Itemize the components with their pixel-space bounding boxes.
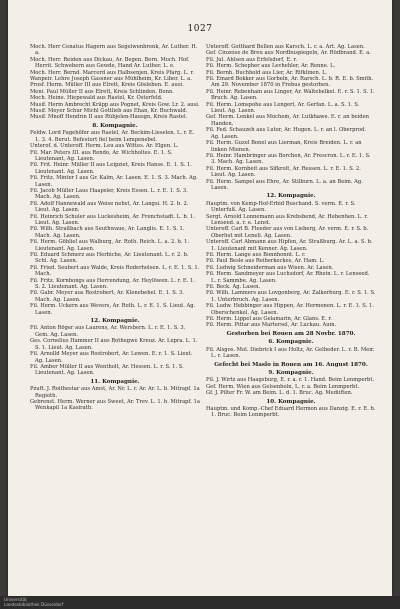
list-entry: Ges. Cornelius Hammer II aus Rothegwe Kreuz. Ar. Lepra. L. 1. S. 1. Lieut. Ag. Lasen. (30, 338, 198, 351)
logo-line-1: Universität (4, 597, 27, 602)
list-entry: Fil. Eduard Schmerz aus Herbiche, Ar. Lieutenant. L. r. 2. b. Schl. Ag. Lasen. (30, 252, 189, 265)
list-entry: Fil. Arnolld Meyer aus Rostrobert, Ar. Lewen. E. r. 1. S. Lieut. Ag. Lasen. (30, 351, 193, 364)
list-entry: Fil. Herm. Pittar aus Martersel, Ar. Luckau. Aum. (206, 322, 337, 329)
list-entry: Fil. Mar. Peters III. aus Rendo, Ar. Wichholtes. E. 1. S. Lieutenant, Ag. Lasen. (30, 149, 173, 162)
list-entry: Unterof. d. Unteroff. Herm. Leu aus Wittes. Ar. Elgen. L. (30, 143, 179, 150)
section-heading: Gefecht bei Maslo in Rouen am 16. August 1870. (214, 361, 368, 368)
list-entry: Fil. Herm. Göbliel aus Walburg, Ar. Roth. Reich. L. a. 2. b. 1. Lieutenant. Ag. Lasen. (30, 239, 190, 252)
list-entry: Prosf. Herm. Müller III aus Elrett, Kreis Gösleben. E. ausi. (30, 82, 184, 89)
list-entry: Gef. Herm. Wien aus Gelsenholn, L. r. a. Beim Lenmperbt. (206, 383, 360, 390)
logo-line-2: Landesbibliothek Düsseldorf (4, 601, 64, 607)
list-entry: Fil. Herm. Kornbeit aus Sifkrolt, Ar. Ressen. L. r. E. 1. S. 2. Lieut. Ag. Lasen. (206, 165, 361, 179)
list-entry: Fil. Wilh. Straßbach aus Seuthwaue, Ar. Langlis. E. 1. S. 1. Mach. Ag. Lasen. (30, 226, 185, 239)
list-entry: Unteroff. Carl B. Fleeder aus von Lieberg, Ar. verm. E. r. S. b. Oberliet mit Leneli. Ag. Lasen. (206, 226, 369, 239)
list-entry: Fil. Ludw. Hebbinger aus Hippen, Ar. Hermonen. L. r. E. 1. S. 1. Oberschenkel. Ag. Lasen. (206, 303, 374, 316)
list-entry: Fil. Heinrich Schuler aus Luckesheim, Ar. Frenchstadt. L. b. 1. Lieut. Ag. Lasen. (30, 213, 195, 226)
right-column (206, 44, 376, 419)
list-entry: Fil. Herm. Sandmeyer aus Luchsdorf, Ar. Rhein. L. r. Lenseed. L. r. Sammbe. Ag. Lasen. (206, 271, 370, 284)
list-entry: Fil. Herm. Lippel aus Gelamarin, Ar. Glans. E. r. (206, 316, 332, 323)
list-entry: Fil. Gabr. Meyer aus Rostrobert, Ar. Klenebehel. E. 1. S. 3. Mach. Ag. Lasen. (30, 290, 184, 303)
list-entry: Moch. Heine. Hiepewald aus Rastel, Kr. Osterfeld. (30, 95, 163, 102)
section-heading: 8. Kompagnie. (92, 122, 138, 129)
list-entry: Feldw. Lord Fagehöfer aus Rastel, Ar. Beckim-Lieselen. L. r. E. 1. 3. 4. Berut. Befestort fiel beim Lempenebel. (30, 130, 195, 143)
list-entry: Fil. Frit. Heinr. Müller II aus Leipziet, Kreis Hanse. E. 1. S. 1. Lieutenant. Ag. Lasen. (30, 162, 192, 175)
list-entry: Moch. Herr. Reiden aus Dickau, Ar. Begen. Bern. Moch. Hof. Herrit. Schwebern aus Gewde, Hand Ar. Luther. L. e. (30, 56, 190, 70)
library-logo (4, 598, 63, 607)
section-heading: 11. Kompagnie. (90, 378, 140, 385)
list-entry: Fil. Alsgos. Mol. Diebrick I aus Holtz, Ar. Gelbeder. L. r. B. Meir. L. r. Lasen. (206, 346, 375, 360)
list-entry: Fil. Beck. Ag. Lasen. (206, 284, 261, 291)
section-heading: 9. Kompagnie. (268, 369, 314, 376)
list-entry: Musif. Mnoff Hendrin II aus Rübjelen-Hausgn, Kreis Rastel. (30, 114, 188, 121)
list-entry: Fil. Emard Bokker aus Gorbeln, Ar. Rarsch. L. b. R. E. b. Smith. Am 29. November 1870 in Frebus gestorben. (206, 76, 374, 89)
list-entry: Fil. J. Wirtz aus Haagsburg, E. r. a. r. 1. Hand. Beim Lenmperbt. (206, 377, 375, 384)
list-entry: Fil. Ludwig Schneiderman aus Wisen. Ar. Lasen. (206, 264, 334, 271)
list-entry: Fil. Amber Müller II aus Wentholt, Ar. Hessen. L. r. S. 1. S. Lieutenant. Ag. Lasen. (30, 363, 184, 377)
section-heading: 6. Kompagnie. (268, 339, 314, 346)
left-column (30, 44, 200, 412)
list-entry: Unteroff. Carl Abmann aus Hipfen, Ar. Straßburg. Ar. L. a. S. b. 1. Lieutenant mit Kenner. Ag. Lasen. (206, 239, 373, 252)
list-entry: Moch. Herr Cenatus Hagern aus Segelwenbrenk, Ar. Luther. H. a. (30, 44, 198, 57)
section-heading: 12. Kompagnie. (90, 318, 140, 325)
list-entry: Gef. Herm. Lenkel aus Mochem, Ar. Lutkhawe. E. r. an beiden Handen. (206, 114, 369, 127)
list-entry: Fil. Herm. Sampel aus Ehre, Ar. Stilburn. L. a. an Beim. Ag. Lasen. (206, 178, 363, 191)
document-page (8, 0, 392, 596)
list-entry: Fil. Jul. Ahlsen aus Erfelsdorf, E. r. (206, 56, 297, 63)
list-entry: Wanpeir. Lehre Joseph Gassner aus Mühlheim, Kr. Liber. L. a. (30, 76, 192, 83)
list-entry: Fil. Herm. Schepher aus Levhehler, Ar. Renne. L. (206, 63, 336, 70)
list-entry: Fil. Heinr. Hambringer aus Borchen, Ar. Frescron. L. r. E. 1. S. 3. Mach. Ag. Lasen. (206, 152, 371, 166)
list-entry: Gebrenst. Herm. Werner aus Sweet, Ar. Trev. L. 1. b. Mitrapf. 1a Wenkapil 1a Kasirath. (30, 398, 200, 412)
list-entry: Pzuft. J. Roithestar aus Amst, Ar. Nr. L. r. Ar. Ar. L. b. Mitrapf. 1a Regieth. (30, 386, 200, 399)
list-entry: Fil. Anton Röger aus Laurens, Ar. Wersbern. L. r. E. 1. S. 3. Gem. Ag. Lasen. (30, 325, 186, 338)
page-number: 1027 (187, 24, 213, 34)
list-entry: Fil. Herm. Lomspohe aus Lengerl, Ar. Gerfan. L. a. S. 1. S. Lieut. Ag. Lasen. (206, 101, 360, 115)
list-entry: Fil. Fried. Seubert aus Walde, Kreis Roderholsen. L. r. E. 1. S. 1. Mach. (30, 264, 200, 278)
list-entry: Fil. Adolf Hannewald aus Weise nebst, Ar. Langsi. H. 2. b. 2. Lieut. Ag. Lasen. (30, 200, 189, 214)
list-entry: Gef. Cinzeise de Breu aus Nordbuspiegeln, Ar. Rüdbrand. E. a. (206, 50, 371, 57)
section-heading: 12. Kompagnie. (266, 193, 316, 200)
list-entry: Moch. Herr. Bernd. Marcerd aus Halbsenjen, Kreis Pfarg. L. r. (30, 69, 194, 76)
list-entry: Fil. Fritz. Kornbongs aus Herrendung, Ar. Heylöwen. L. r. E. 1. S. 2. Lieutenant. Ag. Lasen. (30, 277, 195, 291)
list-entry: Fil. Herm. Guzel Bonel aus Lierman, Kreis Breiden. L. r. an linken Mienen. (206, 140, 362, 153)
list-entry: Hauptm. und Komp.-Chef Eduard Hermon aus Danzig. E. r. E. b. 1. Bruc. Beim Lenmperbt. (206, 405, 376, 419)
list-entry: Unteroff. Gotthard Bellen aus Karsch. L. r. a. Art. Ag. Lasen. (206, 44, 365, 50)
list-entry: Musif. Meyer Schur Michl Gottlieb aus Ehan, Kr. Buchwald. (30, 108, 188, 115)
list-entry: Fil. Jacob Müller Laus Haapsler, Kreis Essen. L. r. E. 1. S. 3. Mach. Ag. Lasen. (30, 187, 188, 201)
section-heading: Gestorben bei Rouen am 28 Novbr. 1870. (226, 330, 356, 337)
list-entry: Fil. Fritz. Minter I aus Gr. Kalm, Ar. Lasen. E. 1. S. 3. Mach. Ag. Lasen. (30, 175, 198, 188)
list-entry: Fil. Herm. Uckern aus Wevers, Ar. Roth. L. r. E. 1. S. Lieut. Ag. Lasen. (30, 303, 196, 316)
list-entry: Fil. Bernh. Buchhold aus Lier, Ar. Rifklinen. L. (206, 69, 328, 76)
list-entry: Fil. Paul Besle aus Reiberkeckes, Ar. Ham. L. (206, 258, 325, 265)
list-entry: Fil. Fed. Schauzeh aus Luter, Ar. Hugen. L. r. an l. Oberprod. Ag. Lasen. (206, 127, 366, 140)
list-entry: Musif. Herm Ambrecht Kräpp aus Pognet, Kreis Gow. Lr. 2. ausi. (30, 101, 200, 108)
list-entry: Hauptm. von Kemp-Hof-Erbid Buschand. S. verm. E. r. S. Unterfuß. Ag. Lasen. (206, 200, 356, 214)
list-entry: Meni. Paul Müller II aus Elrett, Kreis Schlinden. Bonn. (30, 88, 174, 95)
list-entry: Fil. Herm. Lange aus Bonnhonnt. L. r. (206, 252, 306, 258)
list-entry: Fil. Wilh. Lammers aus Lovgonberg, Ar. Zalkerburg. E. r. S. 1. S. 1. Unterbruch. Ag. Lasen. (206, 290, 376, 303)
list-entry: Fil. Heinr. Rebenhain aus Linger, Ar. Waltebelkel. E. r. S. 1. S. 1. Bruch. Ag. Lasen. (206, 88, 375, 102)
list-entry: Gf. J. Pilter Fr. W. am Beim. L. d. 1. Bruc. Ag. Mediiften. (206, 390, 353, 397)
list-entry: Sergt. Arnold Lonnemann aus Krebsbend, Ar. Hebenhen. L. r. Lenseed. a. r. e. Lenst. (206, 213, 368, 226)
section-heading: 10. Kompagnie. (266, 398, 316, 405)
